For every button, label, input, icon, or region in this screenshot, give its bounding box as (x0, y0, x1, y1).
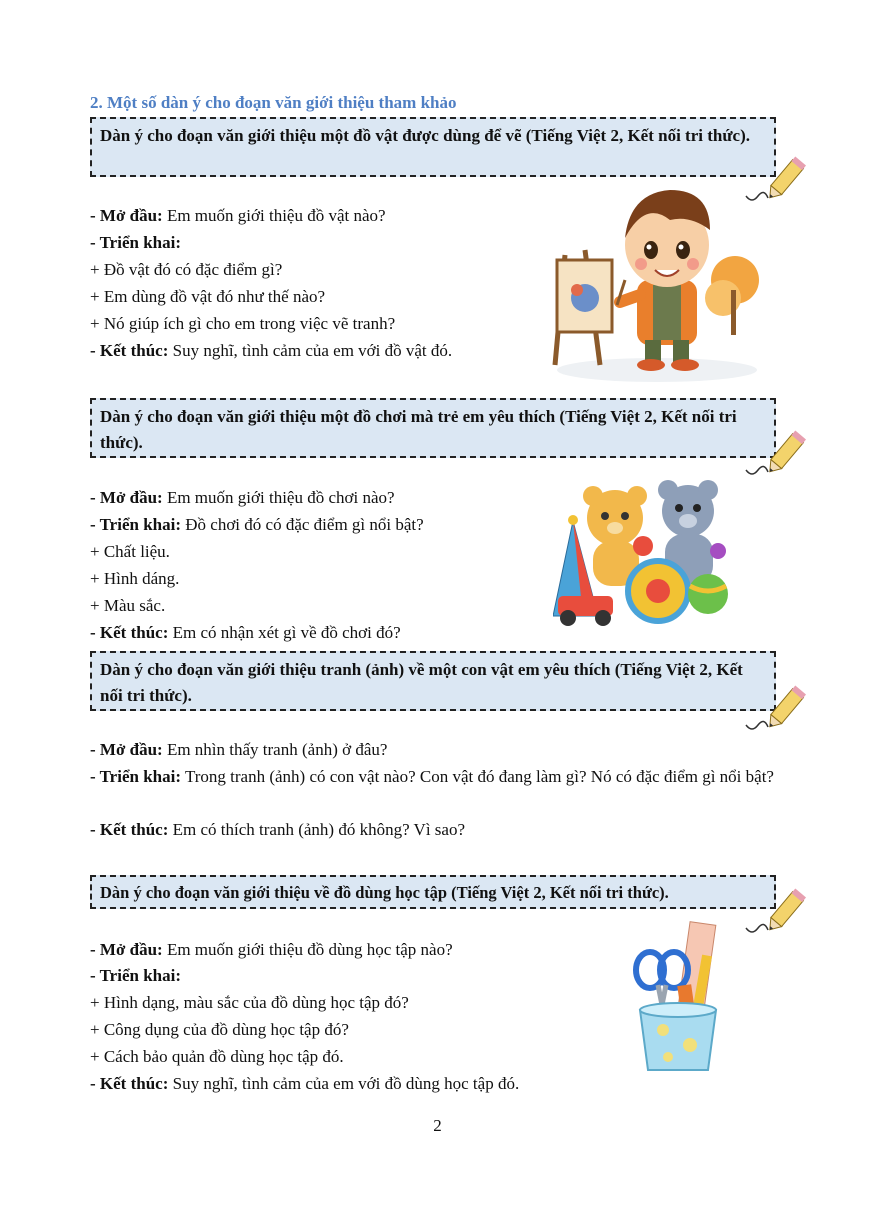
outline-title-box-4: Dàn ý cho đoạn văn giới thiệu về đồ dùng học tập (Tiếng Việt 2, Kết nối tri thức). (90, 875, 776, 909)
boy-painting-illustration (545, 180, 770, 385)
outline-line: - Triển khai: Đồ chơi đó có đặc điểm gì nổi bật? (90, 515, 424, 534)
outline-line: - Mở đầu: Em muốn giới thiệu đồ vật nào? (90, 206, 386, 225)
outline-line: - Kết thúc: Em có thích tranh (ảnh) đó không? Vì sao? (90, 820, 466, 839)
pencil-icon (740, 878, 812, 942)
outline-line: + Nó giúp ích gì cho em trong việc vẽ tranh? (90, 314, 396, 333)
outline-line: + Em dùng đồ vật đó như thế nào? (90, 287, 326, 306)
outline-line: - Kết thúc: Suy nghĩ, tình cảm của em với đồ dùng học tập đó. (90, 1074, 520, 1093)
outline-line: + Chất liệu. (90, 542, 170, 561)
section-heading: 2. Một số dàn ý cho đoạn văn giới thiệu tham khảo (90, 93, 457, 112)
outline-line: + Hình dạng, màu sắc của đồ dùng học tập đó? (90, 993, 409, 1012)
outline-line: - Kết thúc: Suy nghĩ, tình cảm của em với đồ vật đó. (90, 341, 453, 360)
outline-line: + Đồ vật đó có đặc điểm gì? (90, 260, 283, 279)
outline-title-box-2: Dàn ý cho đoạn văn giới thiệu một đồ chơi mà trẻ em yêu thích (Tiếng Việt 2, Kết nối tri thức). (90, 398, 776, 458)
page-number: 2 (433, 1116, 442, 1135)
outline-title-box-1: Dàn ý cho đoạn văn giới thiệu một đồ vật được dùng để vẽ (Tiếng Việt 2, Kết nối tri thức). (90, 117, 776, 177)
outline-line: - Triển khai: Trong tranh (ảnh) có con vật nào? Con vật đó đang làm gì? Nó có đặc điểm gì nổi bật? (90, 767, 774, 786)
toys-illustration (553, 476, 733, 636)
outline-line: + Công dụng của đồ dùng học tập đó? (90, 1020, 349, 1039)
school-supplies-cup-illustration (628, 915, 728, 1075)
outline-line: - Triển khai: (90, 966, 181, 985)
pencil-icon (740, 675, 812, 739)
outline-line: + Cách bảo quản đồ dùng học tập đó. (90, 1047, 344, 1066)
outline-line: + Màu sắc. (90, 596, 166, 615)
outline-line: - Kết thúc: Em có nhận xét gì về đồ chơi đó? (90, 623, 401, 642)
outline-title-box-3: Dàn ý cho đoạn văn giới thiệu tranh (ảnh) về một con vật em yêu thích (Tiếng Việt 2, Kết nối tri thức). (90, 651, 776, 711)
outline-line: - Mở đầu: Em nhìn thấy tranh (ảnh) ở đâu? (90, 740, 388, 759)
outline-line: - Triển khai: (90, 233, 181, 252)
pencil-icon (740, 420, 812, 484)
outline-line: + Hình dáng. (90, 569, 180, 588)
outline-line: - Mở đầu: Em muốn giới thiệu đồ chơi nào? (90, 488, 395, 507)
outline-line: - Mở đầu: Em muốn giới thiệu đồ dùng học tập nào? (90, 940, 453, 959)
